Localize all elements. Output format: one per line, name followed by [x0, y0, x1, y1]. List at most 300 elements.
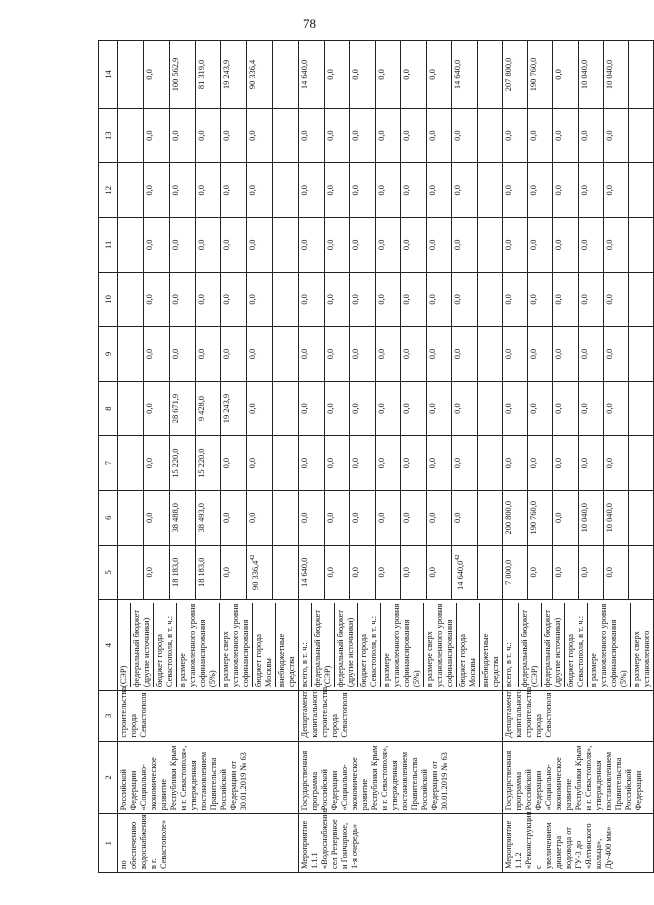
amount-value: 0,0 — [376, 327, 402, 381]
page-number: 78 — [303, 16, 316, 31]
amount-value: 0,0 — [553, 273, 578, 327]
value-list — [118, 327, 298, 381]
header-cell: 9 — [99, 327, 118, 382]
amount-value: 19 243,9 — [221, 382, 247, 436]
value-column-cell — [503, 41, 654, 109]
amount-value: 0,0 — [528, 382, 553, 436]
amount-value — [273, 273, 298, 327]
funding-source-list — [299, 603, 502, 687]
amount-value: 0,0 — [579, 273, 604, 327]
value-list — [118, 41, 298, 108]
amount-value: 0,0 — [376, 41, 402, 108]
amount-value: 0,0 — [325, 546, 351, 600]
amount-value: 0,0 — [401, 109, 427, 163]
funding-source-label: в размере сверх установленного уровня софинансирования — [220, 603, 253, 687]
value-list — [503, 491, 653, 545]
amount-value: 0,0 — [376, 109, 402, 163]
funding-source-label: внебюджетные средства — [481, 633, 500, 688]
value-list — [503, 436, 653, 490]
value-list — [118, 546, 298, 600]
funding-source-list — [118, 603, 298, 687]
amount-value: 0,0 — [553, 41, 578, 108]
value-list — [503, 327, 653, 381]
amount-value — [629, 436, 653, 490]
amount-value: 0,0 — [247, 218, 273, 272]
value-list — [299, 546, 502, 600]
amount-value: 0,0 — [299, 273, 325, 327]
value-column-cell — [118, 490, 299, 545]
amount-value: 0,0 — [376, 436, 402, 490]
amount-value: 0,0 — [299, 382, 325, 436]
value-list — [299, 41, 502, 108]
amount-value: 0,0 — [196, 109, 222, 163]
funding-source-label: (СЭР) — [118, 603, 131, 687]
amount-value: 0,0 — [452, 382, 478, 436]
program-cell: Государственная программа Российской Федерации «Социально-экономическое развитие Республики Крым и г. Севастополя», утвержденная постановлением Правительства Российской Федерации — [503, 741, 654, 814]
amount-value: 15 220,0 — [170, 436, 196, 490]
amount-value: 0,0 — [196, 163, 222, 217]
amount-value — [478, 491, 503, 545]
amount-value: 0,0 — [452, 491, 478, 545]
amount-value — [118, 327, 144, 381]
amount-value: 0,0 — [553, 218, 578, 272]
amount-value: 0,0 — [452, 436, 478, 490]
amount-value — [273, 109, 298, 163]
amount-value: 0,0 — [170, 327, 196, 381]
amount-value: 0,0 — [427, 436, 453, 490]
value-column-cell — [503, 545, 654, 600]
amount-value: 0,0 — [144, 327, 170, 381]
amount-value: 0,0 — [579, 218, 604, 272]
amount-value: 0,0 — [170, 109, 196, 163]
amount-value: 0,0 — [528, 546, 553, 600]
value-list — [118, 163, 298, 217]
amount-value: 0,0 — [247, 382, 273, 436]
amount-value: 0,0 — [376, 546, 402, 600]
funding-source-label: в размере установленного уровня софинансирования (5%) — [588, 603, 631, 687]
amount-value — [118, 436, 144, 490]
amount-value — [273, 163, 298, 217]
amount-value: 0,0 — [144, 273, 170, 327]
amount-value — [629, 327, 653, 381]
amount-value: 0,0 — [350, 218, 376, 272]
activity-name-cell: Мероприятие 1.1.2 «Реконструкция с увеличением диаметра водовода от ГУ-3 до «Ялтинского кольца», Ду-400 мм» — [503, 814, 654, 873]
amount-value: 0,0 — [401, 491, 427, 545]
amount-value: 0,0 — [247, 273, 273, 327]
amount-value — [629, 491, 653, 545]
amount-value: 0,0 — [376, 491, 402, 545]
value-column-cell — [503, 218, 654, 273]
funding-source-label: в размере установленного уровня софинансирования (5%) — [381, 603, 424, 687]
amount-value: 15 220,0 — [196, 436, 222, 490]
amount-value: 0,0 — [144, 163, 170, 217]
funding-source-cell — [118, 600, 299, 691]
amount-value: 0,0 — [144, 491, 170, 545]
value-list — [503, 218, 653, 272]
amount-value: 0,0 — [170, 218, 196, 272]
amount-value: 0,0 — [604, 546, 629, 600]
amount-value: 0,0 — [170, 163, 196, 217]
funding-source-list — [503, 603, 653, 687]
amount-value: 0,0 — [299, 327, 325, 381]
amount-value: 0,0 — [503, 109, 528, 163]
amount-value: 0,0 — [503, 327, 528, 381]
amount-value — [118, 41, 144, 108]
value-list — [118, 109, 298, 163]
funding-source-label: бюджет города Севастополя, в т. ч.: — [154, 603, 177, 687]
amount-value: 0,0 — [196, 218, 222, 272]
amount-value: 0,0 — [503, 273, 528, 327]
value-list — [503, 273, 653, 327]
amount-value: 0,0 — [401, 546, 427, 600]
funding-source-label: бюджет города Севастополя, в т. ч.: — [358, 603, 381, 687]
amount-value: 0,0 — [452, 163, 478, 217]
value-list — [299, 163, 502, 217]
value-column-cell — [503, 272, 654, 327]
amount-value: 0,0 — [299, 491, 325, 545]
funding-source-label: бюджет города Москвы — [457, 603, 480, 687]
amount-value: 10 040,0 — [579, 41, 604, 108]
amount-value: 0,0 — [579, 546, 604, 600]
amount-value: 10 040,0 — [604, 491, 629, 545]
amount-value: 0,0 — [427, 163, 453, 217]
amount-value — [629, 273, 653, 327]
amount-value — [478, 327, 503, 381]
amount-value — [273, 436, 298, 490]
amount-value — [629, 41, 653, 108]
amount-value: 0,0 — [221, 546, 247, 600]
amount-value: 207 800,0 — [503, 41, 528, 108]
amount-value — [118, 218, 144, 272]
amount-value — [273, 382, 298, 436]
amount-value: 0,0 — [247, 491, 273, 545]
funding-source-label: федеральный бюджет (СЭР) — [519, 603, 542, 687]
amount-value: 0,0 — [503, 436, 528, 490]
funding-source-label: федеральный бюджет (другие источники) — [335, 603, 358, 687]
amount-value: 0,0 — [325, 109, 351, 163]
value-column-cell — [299, 436, 503, 491]
amount-value: 0,0 — [452, 109, 478, 163]
amount-value — [118, 491, 144, 545]
funding-source-cell — [299, 600, 503, 691]
value-column-cell — [503, 163, 654, 218]
funding-source-label: в размере сверх установленного — [632, 630, 651, 688]
amount-value: 0,0 — [579, 382, 604, 436]
amount-value: 0,0 — [553, 382, 578, 436]
value-column-cell — [118, 163, 299, 218]
amount-value: 0,0 — [376, 273, 402, 327]
amount-value: 0,0 — [247, 327, 273, 381]
amount-value: 0,0 — [579, 327, 604, 381]
amount-value: 0,0 — [144, 382, 170, 436]
amount-value: 0,0 — [325, 218, 351, 272]
value-list — [299, 382, 502, 436]
value-list — [118, 436, 298, 490]
amount-value: 0,0 — [553, 109, 578, 163]
amount-value: 0,0 — [503, 218, 528, 272]
executor-cell: Департамент капитального строительства города Севастополя — [299, 691, 503, 742]
header-cell: 14 — [99, 41, 118, 109]
amount-value: 0,0 — [221, 436, 247, 490]
funding-source-label: в размере сверх установленного уровня софинансирования — [424, 603, 457, 687]
value-column-cell — [299, 545, 503, 600]
funding-source-label: всего, в т. ч.: — [299, 603, 312, 687]
amount-value: 0,0 — [452, 218, 478, 272]
header-cell: 5 — [99, 545, 118, 600]
funding-source-label: бюджет города Москвы — [253, 603, 276, 687]
amount-value — [273, 546, 298, 600]
amount-value: 0,0 — [376, 382, 402, 436]
amount-value: 0,0 — [401, 273, 427, 327]
header-cell: 13 — [99, 108, 118, 163]
value-column-cell — [503, 108, 654, 163]
amount-value: 0,0 — [325, 436, 351, 490]
funding-source-label: федеральный бюджет (другие источники) — [131, 603, 154, 687]
amount-value: 0,0 — [144, 436, 170, 490]
amount-value — [273, 491, 298, 545]
footnote-mark: 42 — [455, 554, 461, 561]
amount-value: 200 800,0 — [503, 491, 528, 545]
table-row — [299, 41, 503, 873]
amount-value: 0,0 — [528, 163, 553, 217]
value-list — [503, 109, 653, 163]
amount-value: 0,0 — [579, 163, 604, 217]
amount-value: 0,0 — [528, 436, 553, 490]
amount-value — [478, 382, 503, 436]
amount-value: 0,0 — [553, 546, 578, 600]
amount-value: 0,0 — [553, 436, 578, 490]
value-column-cell — [118, 381, 299, 436]
amount-value: 0,0 — [299, 163, 325, 217]
amount-value: 0,0 — [401, 218, 427, 272]
amount-value: 0,0 — [376, 163, 402, 217]
amount-value: 0,0 — [553, 327, 578, 381]
amount-value: 0,0 — [604, 382, 629, 436]
table-row — [503, 41, 654, 873]
amount-value: 38 488,0 — [170, 491, 196, 545]
value-list — [503, 41, 653, 108]
header-cell: 3 — [99, 691, 118, 742]
amount-value: 0,0 — [503, 382, 528, 436]
amount-value: 0,0 — [604, 218, 629, 272]
amount-value: 0,0 — [144, 41, 170, 108]
value-column-cell — [118, 327, 299, 382]
amount-value: 0,0 — [350, 382, 376, 436]
header-cell: 12 — [99, 163, 118, 218]
value-column-cell — [118, 545, 299, 600]
amount-value: 0,0 — [299, 109, 325, 163]
amount-value: 0,0 — [503, 163, 528, 217]
amount-value: 0,0 — [299, 436, 325, 490]
amount-value: 9 428,0 — [196, 382, 222, 436]
amount-value: 0,0 — [221, 109, 247, 163]
program-cell: Государственная программа Российской Федерации «Социально-экономическое развитие Республики Крым и г. Севастополя», утвержденная постановлением Правительства Российской Федерации от 30.01.2019 № 63 — [299, 741, 503, 814]
amount-value: 0,0 — [579, 109, 604, 163]
amount-value: 0,0 — [401, 436, 427, 490]
amount-value — [478, 436, 503, 490]
footnote-mark: 42 — [250, 554, 257, 561]
table-header-row — [99, 41, 118, 873]
value-list — [299, 327, 502, 381]
amount-value: 0,0 — [427, 327, 453, 381]
value-column-cell — [299, 381, 503, 436]
amount-value — [478, 546, 503, 600]
amount-value: 0,0 — [196, 327, 222, 381]
value-list — [118, 218, 298, 272]
amount-value: 0,0 — [427, 273, 453, 327]
table-row — [118, 41, 299, 873]
activity-name-cell: по обеспечению водоснабжения в г. Севастополе» — [118, 814, 299, 873]
amount-value: 14 640,0 — [299, 41, 325, 108]
executor-cell: Департамент капитального строительства города Севастополя — [503, 691, 654, 742]
amount-value: 18 183,0 — [170, 546, 196, 600]
amount-value: 0,0 — [350, 327, 376, 381]
funding-source-label: федеральный бюджет (другие источники) — [542, 603, 565, 687]
value-column-cell — [299, 41, 503, 109]
amount-value — [118, 163, 144, 217]
amount-value: 0,0 — [247, 109, 273, 163]
amount-value: 0,0 — [221, 491, 247, 545]
value-column-cell — [299, 327, 503, 382]
header-cell: 4 — [99, 600, 118, 691]
amount-value: 0,0 — [221, 163, 247, 217]
amount-value: 0,0 — [350, 546, 376, 600]
program-cell: Российской Федерации «Социально-экономическое развитие Республики Крым и г. Севастополя», утвержденная постановлением Правительства Российской Федерации от 30.01.2019 № 63 — [118, 741, 299, 814]
value-list — [299, 273, 502, 327]
amount-value — [478, 109, 503, 163]
amount-value: 0,0 — [401, 41, 427, 108]
amount-value: 0,0 — [427, 546, 453, 600]
amount-value: 81 319,0 — [196, 41, 222, 108]
amount-value: 10 040,0 — [604, 41, 629, 108]
funding-source-cell — [503, 600, 654, 691]
funding-source-label: бюджет города Севастополя, в т. ч.: — [565, 603, 588, 687]
value-list — [118, 491, 298, 545]
header-cell: 2 — [99, 741, 118, 814]
amount-value: 0,0 — [247, 436, 273, 490]
value-column-cell — [503, 436, 654, 491]
amount-value: 0,0 — [427, 382, 453, 436]
amount-value: 0,0 — [221, 327, 247, 381]
amount-value: 0,0 — [452, 273, 478, 327]
amount-value: 0,0 — [350, 41, 376, 108]
value-column-cell — [118, 272, 299, 327]
amount-value: 0,0 — [604, 327, 629, 381]
amount-value: 0,0 — [604, 436, 629, 490]
value-list — [503, 546, 653, 600]
amount-value: 0,0 — [401, 163, 427, 217]
value-column-cell — [118, 218, 299, 273]
funding-table — [98, 40, 654, 873]
value-column-cell — [503, 381, 654, 436]
amount-value: 10 040,0 — [579, 491, 604, 545]
amount-value: 0,0 — [528, 273, 553, 327]
amount-value: 0,0 — [247, 163, 273, 217]
amount-value: 14 640,0 — [299, 546, 325, 600]
value-column-cell — [299, 490, 503, 545]
header-cell: 11 — [99, 218, 118, 273]
value-list — [299, 109, 502, 163]
amount-value: 100 562,9 — [170, 41, 196, 108]
amount-value — [629, 163, 653, 217]
amount-value: 0,0 — [427, 218, 453, 272]
amount-value: 0,0 — [401, 382, 427, 436]
amount-value: 0,0 — [553, 163, 578, 217]
amount-value — [273, 327, 298, 381]
value-column-cell — [503, 327, 654, 382]
header-cell: 8 — [99, 381, 118, 436]
amount-value: 0,0 — [376, 218, 402, 272]
amount-value — [273, 218, 298, 272]
amount-value: 0,0 — [350, 436, 376, 490]
amount-value: 190 760,0 — [528, 41, 553, 108]
value-column-cell — [503, 490, 654, 545]
value-list — [503, 382, 653, 436]
amount-value: 14 640,0 — [452, 41, 478, 108]
amount-value: 0,0 — [350, 163, 376, 217]
amount-value: 0,0 — [350, 491, 376, 545]
value-column-cell — [118, 108, 299, 163]
amount-value — [629, 109, 653, 163]
value-list — [299, 491, 502, 545]
amount-value: 0,0 — [452, 327, 478, 381]
amount-value — [118, 273, 144, 327]
amount-value: 0,0 — [221, 273, 247, 327]
funding-source-label: всего, в т. ч.: — [503, 603, 519, 687]
amount-value: 0,0 — [350, 273, 376, 327]
activity-name-cell: Мероприятие 1.1.1 «Водоснабжение сел Резервное и Гончарное, 1-я очередь» — [299, 814, 503, 873]
amount-value — [629, 218, 653, 272]
amount-value: 0,0 — [579, 436, 604, 490]
value-list — [118, 273, 298, 327]
amount-value: 0,0 — [196, 273, 222, 327]
amount-value: 0,0 — [299, 218, 325, 272]
amount-value: 0,0 — [221, 218, 247, 272]
header-cell: 1 — [99, 814, 118, 873]
amount-value: 0,0 — [604, 163, 629, 217]
amount-value — [629, 546, 653, 600]
amount-value: 0,0 — [325, 327, 351, 381]
amount-value: 0,0 — [553, 491, 578, 545]
value-list — [299, 436, 502, 490]
amount-value: 7 000,0 — [503, 546, 528, 600]
amount-value: 0,0 — [325, 163, 351, 217]
amount-value: 0,0 — [170, 273, 196, 327]
amount-value — [478, 41, 503, 108]
amount-value: 0,0 — [604, 273, 629, 327]
amount-value: 0,0 — [325, 41, 351, 108]
amount-value: 0,0 — [144, 109, 170, 163]
amount-value: 0,0 — [528, 109, 553, 163]
value-column-cell — [118, 436, 299, 491]
funding-source-label: внебюджетные средства — [277, 633, 296, 688]
amount-value — [118, 382, 144, 436]
amount-value: 0,0 — [325, 273, 351, 327]
amount-value: 18 183,0 — [196, 546, 222, 600]
amount-value — [478, 218, 503, 272]
amount-value — [118, 109, 144, 163]
amount-value: 90 336,4$^{42}$ — [247, 546, 273, 600]
value-list — [118, 382, 298, 436]
amount-value — [478, 163, 503, 217]
value-list — [299, 218, 502, 272]
amount-value — [478, 273, 503, 327]
amount-value — [273, 41, 298, 108]
value-list — [503, 163, 653, 217]
value-column-cell — [299, 163, 503, 218]
amount-value: 0,0 — [427, 491, 453, 545]
amount-value: 38 493,0 — [196, 491, 222, 545]
